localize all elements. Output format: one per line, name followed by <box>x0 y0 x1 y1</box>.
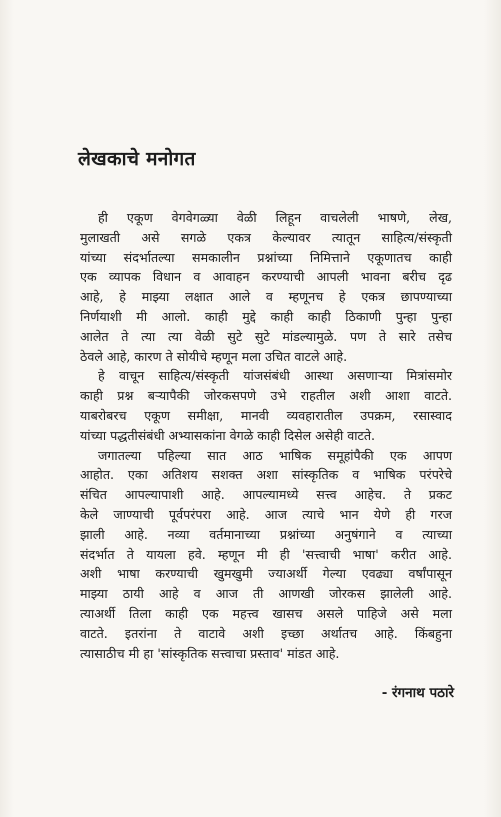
text-line: अशी भाषा करण्याची खुमखुमी ज्याअर्थी गेल्या एवढ्या वर्षांपासून <box>80 566 452 582</box>
preface-body <box>80 208 452 663</box>
text-line: त्यासाठीच मी हा 'सांस्कृतिक सत्त्वाचा प्रस्ताव' मांडत आहे. <box>80 645 340 661</box>
text-line: जगातल्या पहिल्या सात आठ भाषिक समूहांपैकी एक आपण <box>98 447 452 463</box>
paragraph <box>80 208 452 366</box>
paragraph <box>80 446 452 664</box>
text-line: झाली आहे. नव्या वर्तमानाच्या प्रश्नांच्या अनुषंगाने व त्याच्या <box>80 526 452 542</box>
paragraph <box>80 366 452 445</box>
text-line: आहे, हे माझ्या लक्षात आले व म्हणूनच हे एकत्र छापण्याच्या <box>80 289 452 305</box>
text-line: हे वाचून साहित्य/संस्कृती यांजसंबंधी आस्था असणाऱ्या मित्रांसमोर <box>98 368 452 384</box>
text-line: माझ्या ठायी आहे व आज ती आणखी जोरकस झालेली आहे. <box>80 586 452 602</box>
text-line: आहोत. एका अतिशय सशक्त अशा सांस्कृतिक व भाषिक परंपरेचे <box>80 467 452 483</box>
text-line: ठेवले आहे, कारण ते सोयीचे म्हणून मला उचित वाटले आहे. <box>80 348 348 364</box>
page-title: लेखकाचे मनोगत <box>78 148 196 170</box>
text-line: संचित आपल्यापाशी आहे. आपल्यामध्ये सत्त्व आहेच. ते प्रकट <box>80 487 452 503</box>
text-line: आलेत ते त्या त्या वेळी सुटे सुटे मांडल्यामुळे. पण ते सारे तसेच <box>80 328 452 344</box>
author-signature: - रंगनाथ पठारे <box>381 685 454 701</box>
text-line: काही प्रश्न बऱ्यापैकी जोरकसपणे उभे राहतील अशी आशा वाटते. <box>80 388 452 404</box>
text-line: केले जाण्याची पूर्वपरंपरा आहे. आज त्याचे भान येणे ही गरज <box>80 506 452 522</box>
text-line: याबरोबरच एकूण समीक्षा, मानवी व्यवहारातील उपक्रम, रसास्वाद <box>80 407 452 423</box>
text-line: एक व्यापक विधान व आवाहन करण्याची आपली भावना बरीच दृढ <box>80 269 452 285</box>
text-line: निर्णयाशी मी आलो. काही मुद्दे काही काही ठिकाणी पुन्हा पुन्हा <box>80 308 452 324</box>
text-line: संदर्भात ते यायला हवे. म्हणून मी ही 'सत्त्वाची भाषा' करीत आहे. <box>80 546 452 562</box>
text-line: मुलाखती असे सगळे एकत्र केल्यावर त्यातून साहित्य/संस्कृती <box>80 229 452 245</box>
text-line: यांच्या पद्धतीसंबंधी अभ्यासकांना वेगळे काही दिसेल असेही वाटते. <box>80 427 376 443</box>
text-line: वाटते. इतरांना ते वाटावे अशी इच्छा अर्थातच आहे. किंबहुना <box>80 625 452 641</box>
text-line: त्याअर्थी तिला काही एक महत्त्व खासच असले पाहिजे असे मला <box>80 605 452 621</box>
text-line: यांच्या संदर्भातल्या समकालीन प्रश्नांच्या निमित्ताने एकूणातच काही <box>80 249 452 265</box>
text-line: ही एकूण वेगवेगळ्या वेळी लिहून वाचलेली भाषणे, लेख, <box>98 210 452 225</box>
